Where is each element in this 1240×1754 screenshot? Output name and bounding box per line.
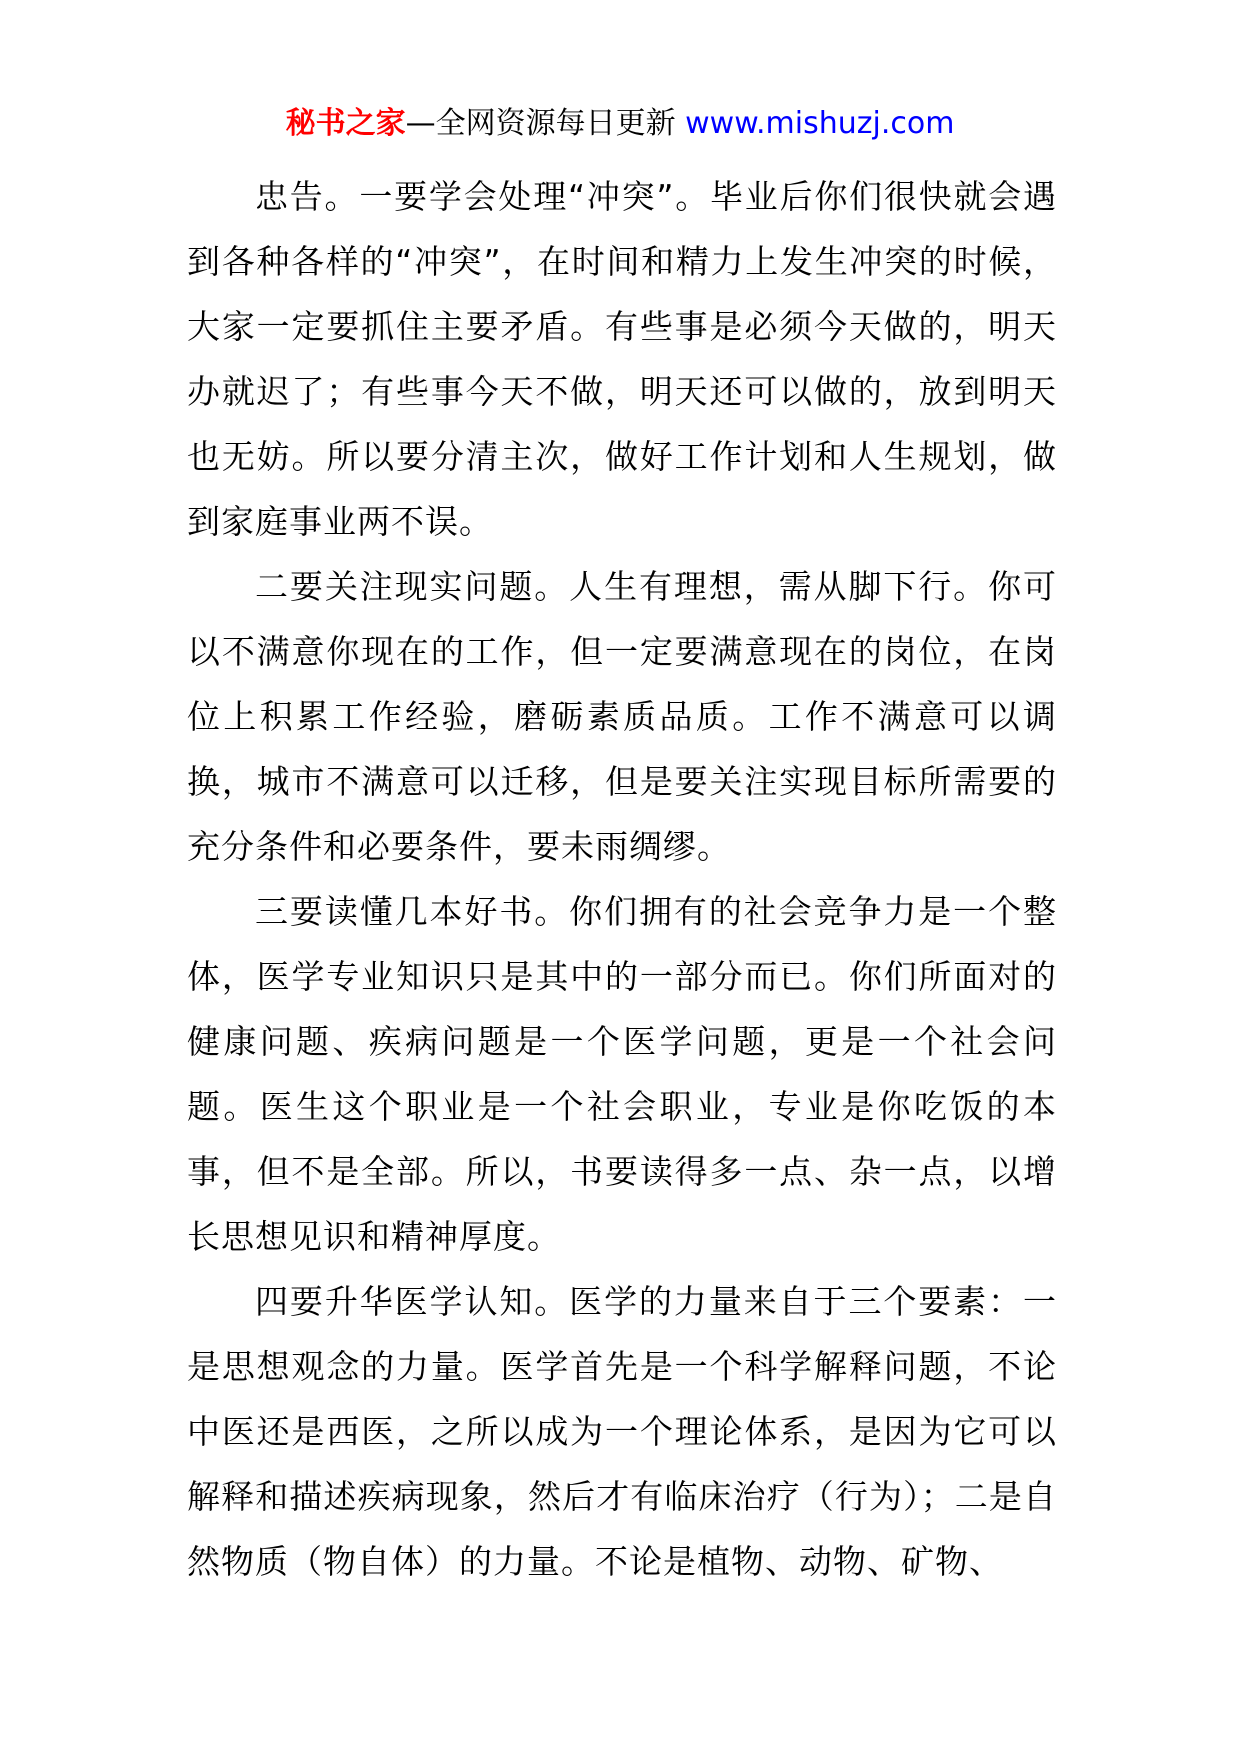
site-header (0, 102, 1240, 146)
site-url-link[interactable]: www.mishuzj.com (685, 106, 955, 141)
document-body (187, 164, 1057, 1594)
paragraph-reality: 二要关注现实问题。人生有理想，需从脚下行。你可以不满意你现在的工作，但一定要满意现在的岗位，在岗位上积累工作经验，磨砺素质品质。工作不满意可以调换，城市不满意可以迁移，但是要关注实现目标所需要的充分条件和必要条件，要未雨绸缪。 (187, 567, 1057, 866)
brand-name: 秘书之家 (285, 106, 406, 141)
paragraph-medical-cognition: 四要升华医学认知。医学的力量来自于三个要素：一是思想观念的力量。医学首先是一个科学解释问题，不论中医还是西医，之所以成为一个理论体系，是因为它可以解释和描述疾病现象，然后才有临床治疗（行为）；二是自然物质（物自体）的力量。不论是植物、动物、矿物、 (187, 1282, 1057, 1581)
paragraph-conflict: 忠告。一要学会处理“冲突”。毕业后你们很快就会遇到各种各样的“冲突”，在时间和精力上发生冲突的时候，大家一定要抓住主要矛盾。有些事是必须今天做的，明天办就迟了；有些事今天不做，明天还可以做的，放到明天也无妨。所以要分清主次，做好工作计划和人生规划，做到家庭事业两不误。 (187, 177, 1057, 541)
header-tagline: —全网资源每日更新 (405, 106, 676, 141)
paragraph-books: 三要读懂几本好书。你们拥有的社会竞争力是一个整体，医学专业知识只是其中的一部分而已。你们所面对的健康问题、疾病问题是一个医学问题，更是一个社会问题。医生这个职业是一个社会职业，专业是你吃饭的本事，但不是全部。所以，书要读得多一点、杂一点，以增长思想见识和精神厚度。 (187, 892, 1057, 1256)
